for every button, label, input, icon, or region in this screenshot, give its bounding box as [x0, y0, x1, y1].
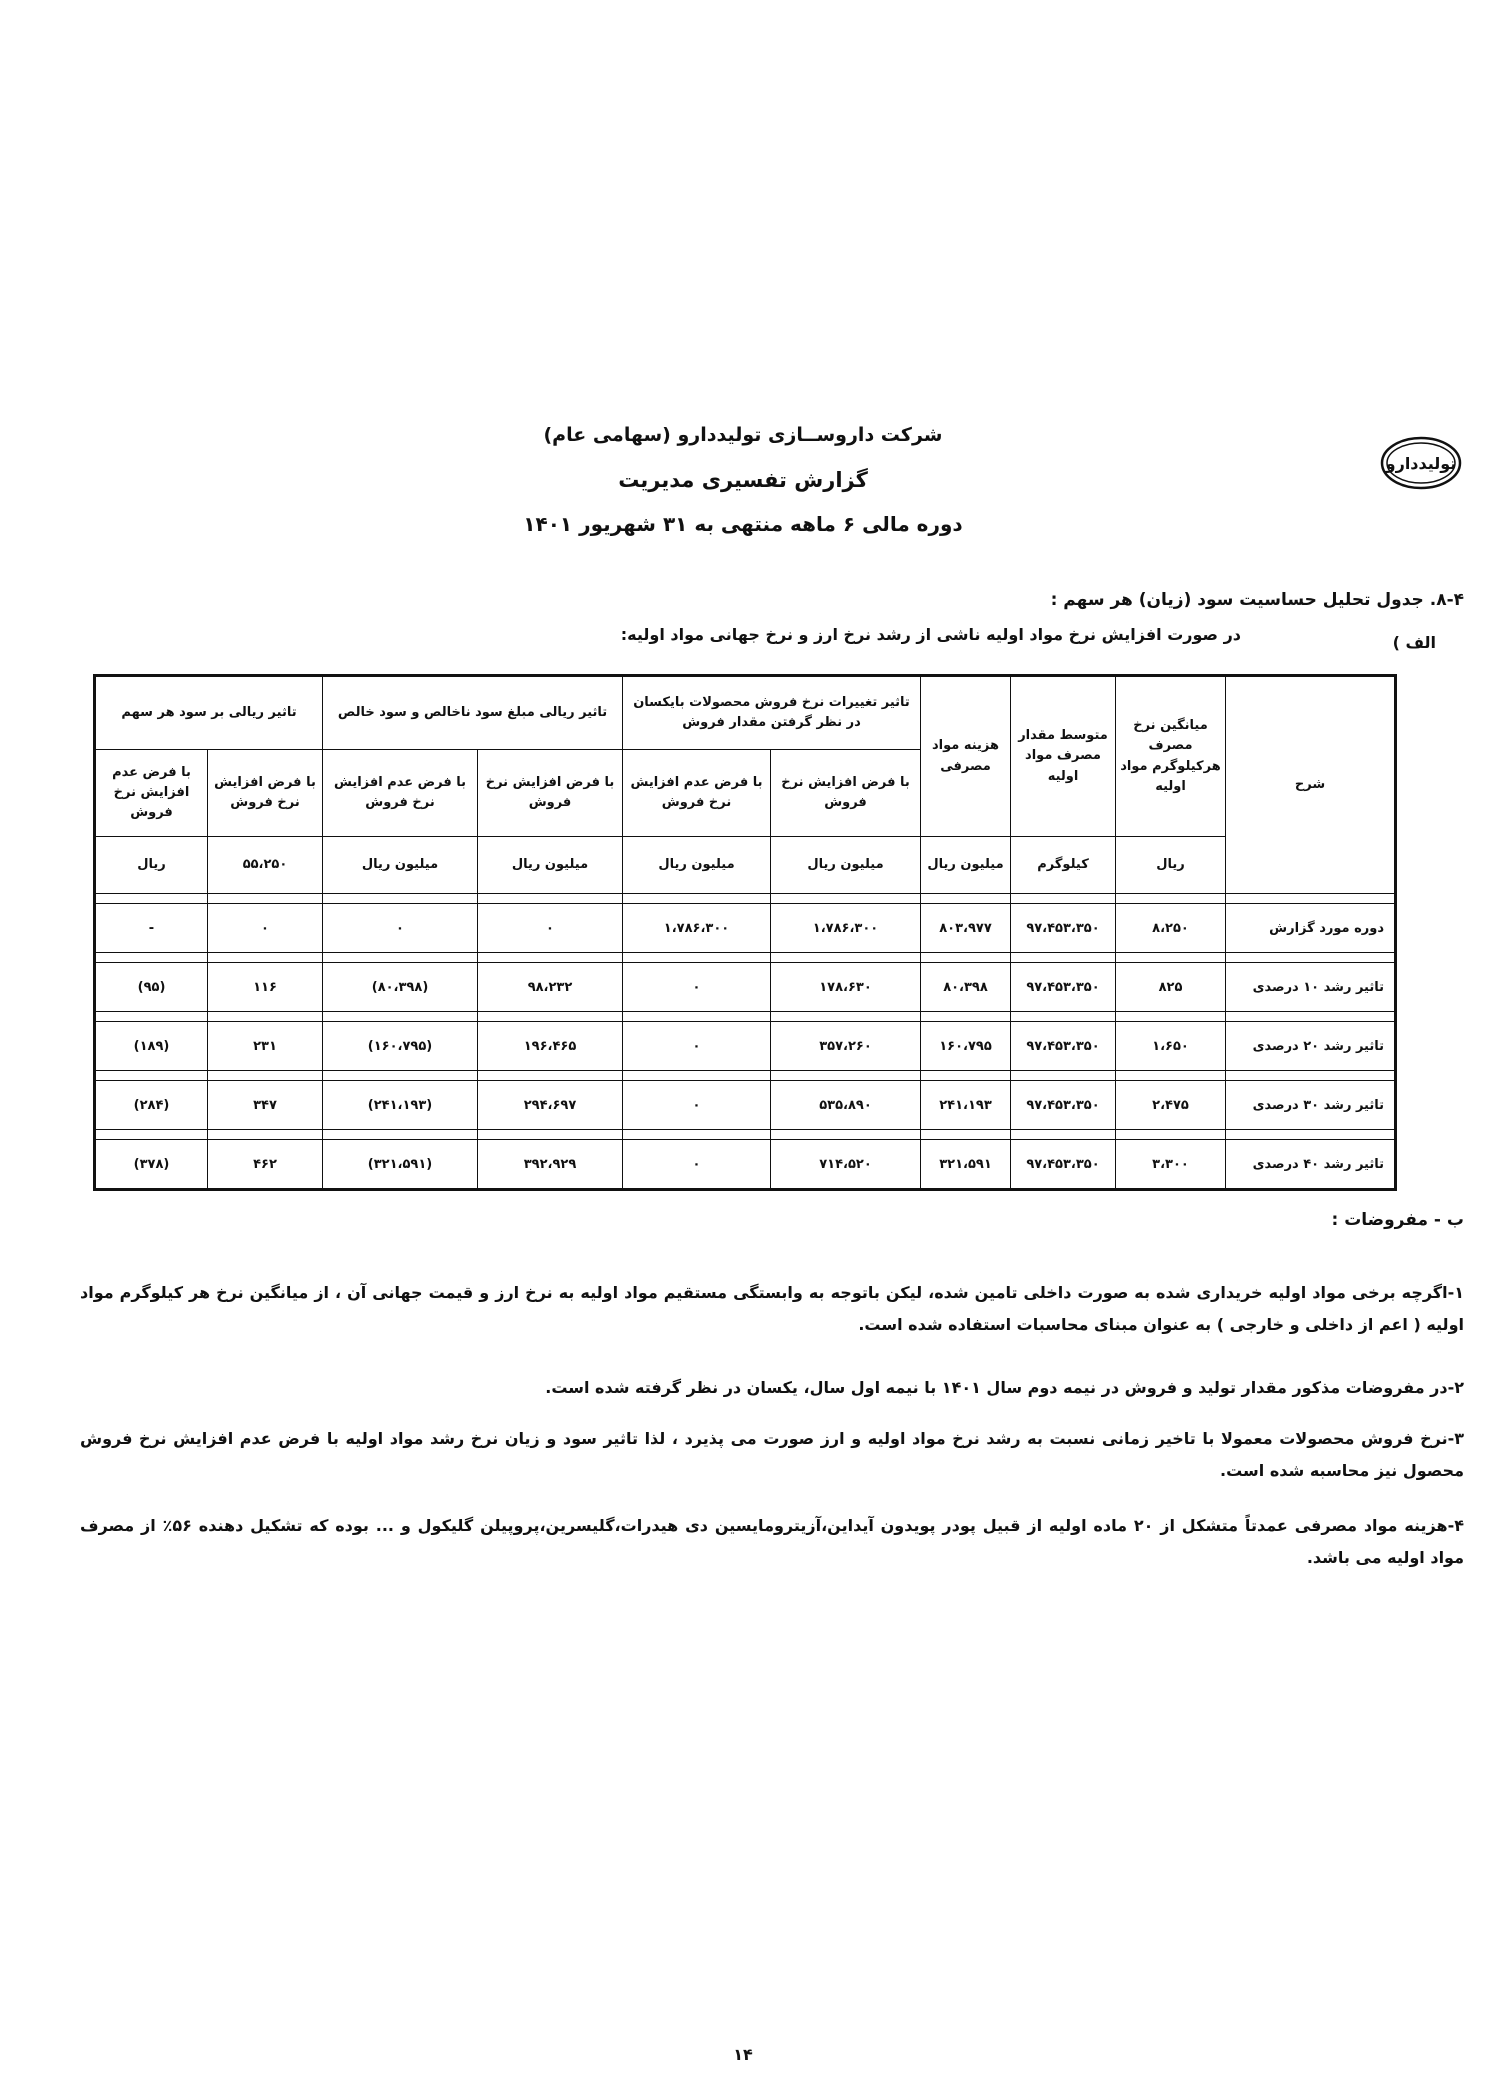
cell-cost: ۱۶۰،۷۹۵ [921, 1022, 1011, 1071]
company-logo-icon [1380, 435, 1462, 491]
header-desc: شرح [1226, 676, 1396, 894]
header-eps-with: با فرض افزایش نرخ فروش [208, 750, 323, 837]
cell-sales-with: ۱،۷۸۶،۳۰۰ [771, 904, 921, 953]
assumption-3: ۳-نرخ فروش محصولات معمولا با تاخیر زمانی نسبت به رشد نرخ مواد اولیه و ارز صورت می پذیرد ، لذا تاثیر سود و زیان نرخ رشد مواد اولیه با فرض عدم افزایش نرخ فروش محصول نیز محاسبه شده است. [80, 1429, 1464, 1480]
cell-eps-with: ۴۶۲ [208, 1140, 323, 1190]
header-group-eps: تاثیر ریالی بر سود هر سهم [95, 676, 323, 750]
cell-sales-without: ۰ [623, 1022, 771, 1071]
cell-eps-with: ۰ [208, 904, 323, 953]
row-spacer [95, 953, 1396, 963]
cell-eps-without: (۱۸۹) [95, 1022, 208, 1071]
cell-desc: تاثیر رشد ۳۰ درصدی [1226, 1081, 1396, 1130]
cell-eps-without: (۹۵) [95, 963, 208, 1012]
cell-avg-rate: ۳،۳۰۰ [1116, 1140, 1226, 1190]
header-eps-without: با فرض عدم افزایش نرخ فروش [95, 750, 208, 837]
row-spacer [95, 1130, 1396, 1140]
cell-cost: ۲۴۱،۱۹۳ [921, 1081, 1011, 1130]
header-profit-with: با فرض افزایش نرخ فروش [478, 750, 623, 837]
cell-avg-rate: ۲،۴۷۵ [1116, 1081, 1226, 1130]
cell-sales-with: ۵۳۵،۸۹۰ [771, 1081, 921, 1130]
cell-desc: تاثیر رشد ۴۰ درصدی [1226, 1140, 1396, 1190]
cell-cost: ۸۰،۳۹۸ [921, 963, 1011, 1012]
cell-avg-qty: ۹۷،۴۵۳،۳۵۰ [1011, 1140, 1116, 1190]
unit-sales-without: میلیون ریال [623, 837, 771, 894]
cell-desc: دوره مورد گزارش [1226, 904, 1396, 953]
report-header [0, 424, 1486, 536]
subsection-label: الف ) [1392, 633, 1436, 652]
row-spacer [95, 1071, 1396, 1081]
header-avg-rate: میانگین نرخ مصرف هرکیلوگرم مواد اولیه [1116, 676, 1226, 837]
unit-eps-without: ریال [95, 837, 208, 894]
table-body [95, 894, 1396, 1190]
cell-avg-qty: ۹۷،۴۵۳،۳۵۰ [1011, 904, 1116, 953]
cell-profit-with: ۰ [478, 904, 623, 953]
cell-sales-without: ۱،۷۸۶،۳۰۰ [623, 904, 771, 953]
cell-profit-without: (۲۴۱،۱۹۳) [323, 1081, 478, 1130]
unit-sales-with: میلیون ریال [771, 837, 921, 894]
company-name: شرکت داروســازی تولیددارو (سهامی عام) [543, 424, 943, 446]
cell-profit-with: ۹۸،۲۳۲ [478, 963, 623, 1012]
cell-sales-without: ۰ [623, 963, 771, 1012]
page-number: ۱۴ [733, 2045, 753, 2064]
section-title: ۸-۴. جدول تحلیل حساسیت سود (زیان) هر سهم : [1050, 590, 1464, 610]
cell-avg-rate: ۸۲۵ [1116, 963, 1226, 1012]
assumptions-title: ب - مفروضات : [1331, 1210, 1464, 1230]
header-group-sales: تاثیر تغییرات نرخ فروش محصولات بایکسان در نظر گرفتن مقدار فروش [623, 676, 921, 750]
table-row [95, 904, 1396, 953]
assumption-2: ۲-در مفروضات مذکور مقدار تولید و فروش در نیمه دوم سال ۱۴۰۱ با نیمه اول سال، یکسان در نظر گرفته شده است. [545, 1378, 1464, 1397]
cell-eps-with: ۳۴۷ [208, 1081, 323, 1130]
row-spacer [95, 894, 1396, 904]
header-cost: هزینه مواد مصرفی [921, 676, 1011, 837]
cell-sales-with: ۱۷۸،۶۳۰ [771, 963, 921, 1012]
cell-avg-rate: ۱،۶۵۰ [1116, 1022, 1226, 1071]
header-sales-without: با فرض عدم افزایش نرخ فروش [623, 750, 771, 837]
cell-avg-qty: ۹۷،۴۵۳،۳۵۰ [1011, 963, 1116, 1012]
report-period: دوره مالی ۶ ماهه منتهی به ۳۱ شهریور ۱۴۰۱ [523, 512, 963, 536]
sensitivity-table [93, 674, 1397, 1191]
cell-cost: ۸۰۳،۹۷۷ [921, 904, 1011, 953]
cell-eps-without: - [95, 904, 208, 953]
unit-eps-with: ۵۵،۲۵۰ [208, 837, 323, 894]
cell-eps-with: ۱۱۶ [208, 963, 323, 1012]
logo-text: تولیددارو [1385, 454, 1457, 473]
header-sales-with: با فرض افزایش نرخ فروش [771, 750, 921, 837]
cell-profit-with: ۳۹۲،۹۲۹ [478, 1140, 623, 1190]
report-title: گزارش تفسیری مدیریت [618, 468, 868, 492]
cell-avg-qty: ۹۷،۴۵۳،۳۵۰ [1011, 1081, 1116, 1130]
unit-avg-qty: کیلوگرم [1011, 837, 1116, 894]
cell-sales-with: ۳۵۷،۲۶۰ [771, 1022, 921, 1071]
assumption-4: ۴-هزینه مواد مصرفی عمدتاً متشکل از ۲۰ ماده اولیه از قبیل پودر پویدون آیداین،آزیترومایسین دی هیدرات،گلیسرین،پروپیلن گلیکول و ... بوده که تشکیل دهنده ۵۶٪ از مصرف مواد اولیه می باشد. [80, 1516, 1465, 1567]
table-row [95, 1081, 1396, 1130]
cell-desc: تاثیر رشد ۲۰ درصدی [1226, 1022, 1396, 1071]
cell-desc: تاثیر رشد ۱۰ درصدی [1226, 963, 1396, 1012]
cell-profit-without: ۰ [323, 904, 478, 953]
cell-eps-with: ۲۳۱ [208, 1022, 323, 1071]
table-row [95, 963, 1396, 1012]
cell-cost: ۳۲۱،۵۹۱ [921, 1140, 1011, 1190]
cell-sales-without: ۰ [623, 1081, 771, 1130]
unit-profit-with: میلیون ریال [478, 837, 623, 894]
subsection-text: در صورت افزایش نرخ مواد اولیه ناشی از رشد نرخ ارز و نرخ جهانی مواد اولیه: [620, 625, 1241, 644]
cell-profit-with: ۲۹۴،۶۹۷ [478, 1081, 623, 1130]
cell-avg-rate: ۸،۲۵۰ [1116, 904, 1226, 953]
cell-avg-qty: ۹۷،۴۵۳،۳۵۰ [1011, 1022, 1116, 1071]
cell-profit-without: (۱۶۰،۷۹۵) [323, 1022, 478, 1071]
row-spacer [95, 1012, 1396, 1022]
header-group-profit: تاثیر ریالی مبلغ سود ناخالص و سود خالص [323, 676, 623, 750]
cell-eps-without: (۲۸۴) [95, 1081, 208, 1130]
cell-sales-without: ۰ [623, 1140, 771, 1190]
cell-profit-without: (۳۲۱،۵۹۱) [323, 1140, 478, 1190]
header-avg-qty: متوسط مقدار مصرف مواد اولیه [1011, 676, 1116, 837]
unit-cost: میلیون ریال [921, 837, 1011, 894]
cell-profit-without: (۸۰،۳۹۸) [323, 963, 478, 1012]
cell-sales-with: ۷۱۴،۵۲۰ [771, 1140, 921, 1190]
cell-eps-without: (۳۷۸) [95, 1140, 208, 1190]
table-row [95, 1140, 1396, 1190]
table-row [95, 1022, 1396, 1071]
unit-profit-without: میلیون ریال [323, 837, 478, 894]
header-profit-without: با فرض عدم افزایش نرخ فروش [323, 750, 478, 837]
unit-avg-rate: ریال [1116, 837, 1226, 894]
cell-profit-with: ۱۹۶،۴۶۵ [478, 1022, 623, 1071]
assumption-1: ۱-اگرچه برخی مواد اولیه خریداری شده به صورت داخلی تامین شده، لیکن باتوجه به وابستگی مستقیم مواد اولیه به نرخ ارز و قیمت جهانی آن ، از میانگین نرخ هر کیلوگرم مواد اولیه ( اعم از داخلی و خارجی ) به عنوان مبنای محاسبات استفاده شده است. [80, 1283, 1464, 1334]
